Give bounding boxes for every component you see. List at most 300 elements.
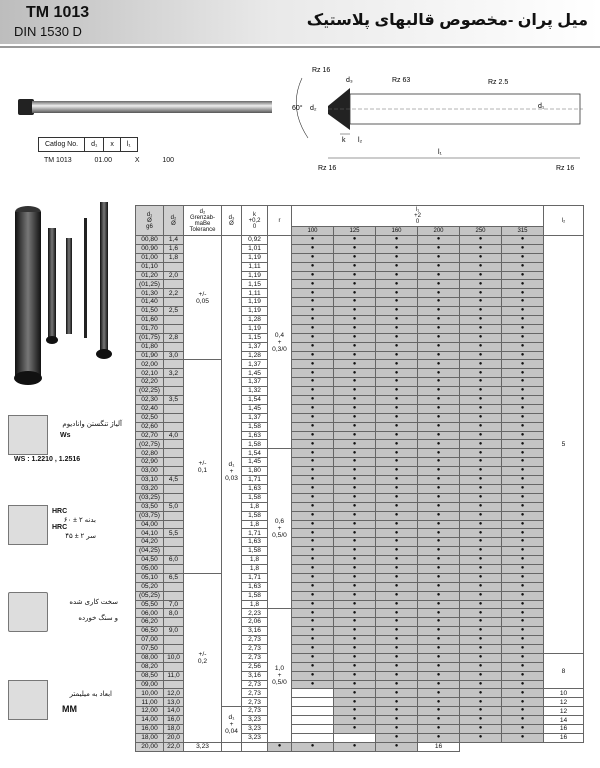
- availability-cell: ●: [334, 404, 376, 413]
- d2-cell: 6,0: [164, 556, 184, 565]
- availability-cell: ●: [376, 653, 418, 662]
- header-divider: [0, 46, 600, 48]
- availability-cell: ●: [334, 698, 376, 707]
- alloy-text: آلیاژ تنگستن وانادیوم: [62, 421, 122, 428]
- availability-cell: ●: [502, 289, 544, 298]
- availability-cell: ●: [460, 680, 502, 689]
- availability-cell: ●: [460, 262, 502, 271]
- availability-cell: ●: [292, 653, 334, 662]
- catalog-number-table: [38, 137, 138, 152]
- availability-cell: ●: [418, 600, 460, 609]
- availability-cell: ●: [418, 449, 460, 458]
- d1-cell: 07,50: [136, 644, 164, 653]
- d2-cell: [164, 564, 184, 573]
- availability-cell: ●: [502, 653, 544, 662]
- availability-cell: ●: [418, 636, 460, 645]
- k-cell: 3,23: [184, 742, 222, 751]
- availability-cell: ●: [460, 404, 502, 413]
- d1-cell: 01,70: [136, 324, 164, 333]
- k-cell: 3,16: [242, 627, 268, 636]
- availability-cell: ●: [334, 289, 376, 298]
- availability-cell: ●: [292, 342, 334, 351]
- availability-cell: ●: [460, 609, 502, 618]
- availability-cell: ●: [292, 316, 334, 325]
- availability-cell: ●: [418, 316, 460, 325]
- k-cell: 3,16: [242, 671, 268, 680]
- d2-cell: 1,6: [164, 244, 184, 253]
- availability-cell: ●: [292, 369, 334, 378]
- k-cell: 3,23: [242, 716, 268, 725]
- d2-cell: [164, 449, 184, 458]
- availability-cell: ●: [418, 387, 460, 396]
- dim-label: Rz 16: [312, 67, 331, 74]
- availability-cell: ●: [334, 502, 376, 511]
- availability-cell: ●: [334, 591, 376, 600]
- availability-cell: ●: [460, 636, 502, 645]
- dim-label: l₁: [438, 149, 442, 156]
- availability-cell: ●: [334, 387, 376, 396]
- availability-cell: ●: [334, 600, 376, 609]
- d2-cell: 12,0: [164, 689, 184, 698]
- availability-cell: ●: [460, 458, 502, 467]
- availability-cell: ●: [502, 324, 544, 333]
- k-cell: 1,58: [242, 440, 268, 449]
- d2-cell: [164, 662, 184, 671]
- availability-cell: ●: [460, 689, 502, 698]
- availability-cell: ●: [292, 351, 334, 360]
- k-cell: 1,63: [242, 484, 268, 493]
- availability-cell: ●: [460, 387, 502, 396]
- availability-cell: ●: [376, 627, 418, 636]
- availability-cell: ●: [334, 333, 376, 342]
- availability-cell: ●: [460, 324, 502, 333]
- availability-cell: ●: [376, 378, 418, 387]
- d1-cell: 16,00: [136, 724, 164, 733]
- availability-cell: ●: [460, 573, 502, 582]
- availability-cell: ●: [292, 289, 334, 298]
- availability-cell: ●: [376, 502, 418, 511]
- availability-cell: ●: [376, 600, 418, 609]
- d1-cell: 03,00: [136, 467, 164, 476]
- availability-cell: ●: [460, 653, 502, 662]
- d2-cell: [164, 484, 184, 493]
- availability-cell: ●: [292, 271, 334, 280]
- hrc-note: سر ۲ ± ۴۵: [65, 533, 96, 540]
- availability-cell: ●: [418, 547, 460, 556]
- d1-cell: 05,00: [136, 564, 164, 573]
- availability-cell: ●: [418, 289, 460, 298]
- d1-cell: 01,50: [136, 307, 164, 316]
- availability-cell: ●: [460, 564, 502, 573]
- availability-cell: ●: [376, 662, 418, 671]
- availability-cell: ●: [334, 511, 376, 520]
- availability-cell: ●: [334, 627, 376, 636]
- hrc-label: HRC: [52, 524, 68, 531]
- availability-cell: ●: [292, 476, 334, 485]
- availability-cell: ●: [460, 467, 502, 476]
- availability-cell: ●: [502, 253, 544, 262]
- availability-cell: ●: [334, 236, 376, 245]
- availability-cell: ●: [460, 591, 502, 600]
- k-cell: 2,73: [242, 644, 268, 653]
- availability-cell: ●: [418, 520, 460, 529]
- availability-cell: ●: [418, 333, 460, 342]
- availability-cell: ●: [292, 547, 334, 556]
- d2-cell: [164, 262, 184, 271]
- availability-cell: ●: [376, 413, 418, 422]
- availability-cell: ●: [460, 351, 502, 360]
- availability-cell: ●: [376, 422, 418, 431]
- k-cell: 1,45: [242, 369, 268, 378]
- availability-cell: ●: [502, 316, 544, 325]
- availability-cell: ●: [334, 742, 376, 751]
- availability-cell: ●: [376, 520, 418, 529]
- availability-cell: ●: [502, 458, 544, 467]
- availability-cell: ●: [334, 689, 376, 698]
- availability-cell: ●: [376, 582, 418, 591]
- k-cell: 1,37: [242, 360, 268, 369]
- availability-cell: ●: [268, 742, 292, 751]
- hardened-text: سخت کاری شده: [69, 599, 118, 606]
- availability-cell: ●: [376, 742, 418, 751]
- availability-cell: ●: [502, 422, 544, 431]
- availability-cell: ●: [292, 671, 334, 680]
- d1-cell: 01,60: [136, 316, 164, 325]
- availability-cell: ●: [502, 244, 544, 253]
- availability-cell: ●: [292, 662, 334, 671]
- availability-cell: ●: [292, 404, 334, 413]
- l2-cell: 14: [544, 716, 584, 725]
- material-icon: [8, 415, 48, 455]
- availability-cell: ●: [334, 324, 376, 333]
- d1-cell: 02,40: [136, 404, 164, 413]
- availability-cell: ●: [334, 413, 376, 422]
- availability-cell: ●: [418, 680, 460, 689]
- availability-cell: ●: [376, 707, 418, 716]
- d2-cell: 2,5: [164, 307, 184, 316]
- k-cell: 2,23: [242, 609, 268, 618]
- availability-cell: ●: [292, 484, 334, 493]
- availability-cell: ●: [376, 262, 418, 271]
- availability-cell: ●: [334, 316, 376, 325]
- k-cell: 0,92: [242, 236, 268, 245]
- d2-cell: 16,0: [164, 716, 184, 725]
- availability-cell: ●: [418, 236, 460, 245]
- d2-cell: 20,0: [164, 733, 184, 742]
- k-cell: 1,19: [242, 298, 268, 307]
- availability-cell: ●: [418, 476, 460, 485]
- col-d3-header: d₃ Ø: [222, 206, 242, 236]
- availability-cell: ●: [334, 671, 376, 680]
- availability-cell: ●: [334, 307, 376, 316]
- availability-cell: ●: [460, 333, 502, 342]
- availability-cell: ●: [376, 698, 418, 707]
- availability-cell: ●: [376, 636, 418, 645]
- availability-cell: ●: [292, 378, 334, 387]
- ws-label: Ws: [60, 432, 71, 439]
- availability-cell: ●: [418, 422, 460, 431]
- d2-cell: 5,5: [164, 529, 184, 538]
- availability-cell: ●: [460, 662, 502, 671]
- availability-cell: ●: [292, 591, 334, 600]
- d1-cell: 06,20: [136, 618, 164, 627]
- availability-cell: ●: [460, 671, 502, 680]
- d2-cell: 7,0: [164, 600, 184, 609]
- d1-cell: (05,25): [136, 591, 164, 600]
- availability-cell: ●: [460, 440, 502, 449]
- d1-cell: 02,10: [136, 369, 164, 378]
- availability-cell: ●: [502, 271, 544, 280]
- k-cell: 2,73: [242, 689, 268, 698]
- availability-cell: ●: [292, 253, 334, 262]
- d1-cell: 03,50: [136, 502, 164, 511]
- d2-cell: 4,5: [164, 476, 184, 485]
- catalog-value: X: [134, 157, 140, 164]
- d1-cell: 18,00: [136, 733, 164, 742]
- availability-cell: ●: [418, 351, 460, 360]
- d1-cell: 02,80: [136, 449, 164, 458]
- availability-cell: ●: [376, 467, 418, 476]
- d2-cell: [164, 316, 184, 325]
- catalog-value: TM 1013: [44, 157, 72, 164]
- availability-cell: ●: [376, 538, 418, 547]
- d2-cell: [164, 636, 184, 645]
- catalog-header: d₁: [85, 138, 104, 152]
- d3-cell: d₁ + 0,03: [222, 236, 242, 707]
- availability-cell: ●: [502, 307, 544, 316]
- availability-cell: ●: [502, 671, 544, 680]
- technical-drawing: [288, 58, 590, 178]
- k-cell: 1,8: [242, 502, 268, 511]
- availability-cell: ●: [502, 493, 544, 502]
- availability-cell: ●: [418, 582, 460, 591]
- availability-cell: [222, 742, 242, 751]
- availability-cell: ●: [460, 253, 502, 262]
- d1-cell: 02,20: [136, 378, 164, 387]
- dim-label: d₃: [346, 77, 353, 84]
- availability-cell: ●: [460, 724, 502, 733]
- availability-cell: ●: [334, 271, 376, 280]
- availability-cell: ●: [376, 369, 418, 378]
- availability-cell: ●: [502, 698, 544, 707]
- availability-cell: ●: [376, 324, 418, 333]
- availability-cell: ●: [460, 431, 502, 440]
- availability-cell: ●: [502, 360, 544, 369]
- availability-cell: ●: [418, 342, 460, 351]
- availability-cell: ●: [460, 716, 502, 725]
- col-d2-header: d₂ Ø: [164, 206, 184, 236]
- l2-cell: 12: [544, 698, 584, 707]
- availability-cell: ●: [292, 493, 334, 502]
- availability-cell: ●: [460, 413, 502, 422]
- availability-cell: ●: [502, 636, 544, 645]
- d2-cell: 3,5: [164, 396, 184, 405]
- d2-cell: [164, 404, 184, 413]
- k-cell: 1,45: [242, 404, 268, 413]
- k-cell: 1,15: [242, 333, 268, 342]
- availability-cell: ●: [334, 724, 376, 733]
- availability-cell: ●: [460, 360, 502, 369]
- k-cell: 1,58: [242, 547, 268, 556]
- availability-cell: ●: [460, 378, 502, 387]
- d2-cell: [164, 582, 184, 591]
- k-cell: 1,28: [242, 351, 268, 360]
- availability-cell: ●: [502, 582, 544, 591]
- availability-cell: ●: [502, 609, 544, 618]
- availability-cell: ●: [334, 458, 376, 467]
- availability-cell: ●: [292, 387, 334, 396]
- d2-cell: [164, 342, 184, 351]
- availability-cell: [292, 716, 334, 725]
- availability-cell: ●: [292, 582, 334, 591]
- k-cell: 2,73: [242, 707, 268, 716]
- d1-cell: (03,25): [136, 493, 164, 502]
- grinding-icon: [8, 592, 48, 632]
- d1-cell: 09,00: [136, 680, 164, 689]
- d1-cell: 01,90: [136, 351, 164, 360]
- availability-cell: ●: [376, 396, 418, 405]
- d1-cell: 06,00: [136, 609, 164, 618]
- availability-cell: ●: [418, 440, 460, 449]
- availability-cell: ●: [376, 529, 418, 538]
- d2-cell: [164, 324, 184, 333]
- availability-cell: ●: [292, 324, 334, 333]
- d2-cell: [164, 298, 184, 307]
- availability-cell: ●: [502, 351, 544, 360]
- availability-cell: ●: [334, 609, 376, 618]
- availability-cell: ●: [376, 387, 418, 396]
- availability-cell: ●: [334, 618, 376, 627]
- d1-cell: 02,00: [136, 360, 164, 369]
- availability-cell: ●: [334, 422, 376, 431]
- availability-cell: ●: [418, 404, 460, 413]
- availability-cell: ●: [376, 680, 418, 689]
- availability-cell: ●: [376, 671, 418, 680]
- availability-cell: ●: [502, 680, 544, 689]
- availability-cell: ●: [292, 644, 334, 653]
- d2-cell: 13,0: [164, 698, 184, 707]
- availability-cell: ●: [292, 600, 334, 609]
- availability-cell: ●: [502, 378, 544, 387]
- d2-cell: [164, 458, 184, 467]
- d1-cell: 10,00: [136, 689, 164, 698]
- availability-cell: ●: [460, 707, 502, 716]
- d2-cell: 8,0: [164, 609, 184, 618]
- availability-cell: ●: [418, 689, 460, 698]
- availability-cell: ●: [334, 280, 376, 289]
- availability-cell: ●: [376, 236, 418, 245]
- availability-cell: ●: [334, 662, 376, 671]
- availability-cell: ●: [376, 307, 418, 316]
- availability-cell: ●: [334, 298, 376, 307]
- d2-cell: 11,0: [164, 671, 184, 680]
- availability-cell: ●: [502, 724, 544, 733]
- catalog-header: l₁: [120, 138, 137, 152]
- k-cell: 1,63: [242, 538, 268, 547]
- dimensions-table: [135, 205, 584, 752]
- availability-cell: ●: [460, 618, 502, 627]
- availability-cell: ●: [376, 298, 418, 307]
- availability-cell: ●: [334, 716, 376, 725]
- catalog-example-row: [44, 157, 174, 164]
- k-cell: 2,06: [242, 618, 268, 627]
- d2-cell: 10,0: [164, 653, 184, 662]
- tolerance-cell: +/- 0,1: [184, 360, 222, 573]
- availability-cell: [292, 724, 334, 733]
- availability-cell: ●: [292, 360, 334, 369]
- table-row: [136, 236, 584, 245]
- d2-cell: 6,5: [164, 573, 184, 582]
- ejector-pin-illustration: [18, 96, 273, 118]
- k-cell: 1,8: [242, 564, 268, 573]
- catalog-value: 01.00: [94, 157, 112, 164]
- availability-cell: ●: [502, 431, 544, 440]
- k-cell: 1,54: [242, 396, 268, 405]
- d1-cell: 02,90: [136, 458, 164, 467]
- availability-cell: ●: [376, 511, 418, 520]
- d2-cell: 3,0: [164, 351, 184, 360]
- d1-cell: 02,70: [136, 431, 164, 440]
- col-l2-header: l₂: [544, 206, 584, 236]
- availability-cell: ●: [502, 600, 544, 609]
- k-cell: 3,23: [242, 724, 268, 733]
- availability-cell: ●: [376, 724, 418, 733]
- d1-cell: 03,10: [136, 476, 164, 485]
- availability-cell: ●: [292, 609, 334, 618]
- catalog-header: x: [104, 138, 121, 152]
- page-title: میل پران -مخصوص قالبهای پلاستیک: [306, 12, 588, 29]
- d2-cell: 14,0: [164, 707, 184, 716]
- hardness-icon: [8, 505, 48, 545]
- table-row: [136, 360, 584, 369]
- availability-cell: ●: [292, 627, 334, 636]
- dim-label: Rz 63: [392, 77, 411, 84]
- availability-cell: ●: [502, 662, 544, 671]
- tolerance-cell: +/- 0,05: [184, 236, 222, 360]
- availability-cell: ●: [460, 547, 502, 556]
- availability-cell: ●: [418, 653, 460, 662]
- k-cell: 1,32: [242, 387, 268, 396]
- availability-cell: ●: [460, 289, 502, 298]
- availability-cell: ●: [418, 280, 460, 289]
- k-cell: 1,11: [242, 262, 268, 271]
- k-cell: 1,19: [242, 253, 268, 262]
- availability-cell: ●: [418, 716, 460, 725]
- d2-cell: [164, 538, 184, 547]
- k-cell: 1,80: [242, 467, 268, 476]
- availability-cell: ●: [460, 396, 502, 405]
- availability-cell: ●: [334, 449, 376, 458]
- availability-cell: ●: [376, 289, 418, 298]
- availability-cell: ●: [502, 644, 544, 653]
- availability-cell: ●: [376, 493, 418, 502]
- d1-cell: 02,30: [136, 396, 164, 405]
- col-k-header: k +0,2 0: [242, 206, 268, 236]
- k-cell: 1,37: [242, 342, 268, 351]
- l2-cell: 16: [418, 742, 460, 751]
- length-header: 160: [376, 227, 418, 236]
- availability-cell: ●: [292, 422, 334, 431]
- k-cell: 2,73: [242, 636, 268, 645]
- d2-cell: [164, 520, 184, 529]
- availability-cell: ●: [334, 538, 376, 547]
- d1-cell: 07,00: [136, 636, 164, 645]
- availability-cell: ●: [418, 253, 460, 262]
- k-cell: 1,58: [242, 422, 268, 431]
- d2-cell: [164, 467, 184, 476]
- d1-cell: 03,20: [136, 484, 164, 493]
- availability-cell: ●: [460, 520, 502, 529]
